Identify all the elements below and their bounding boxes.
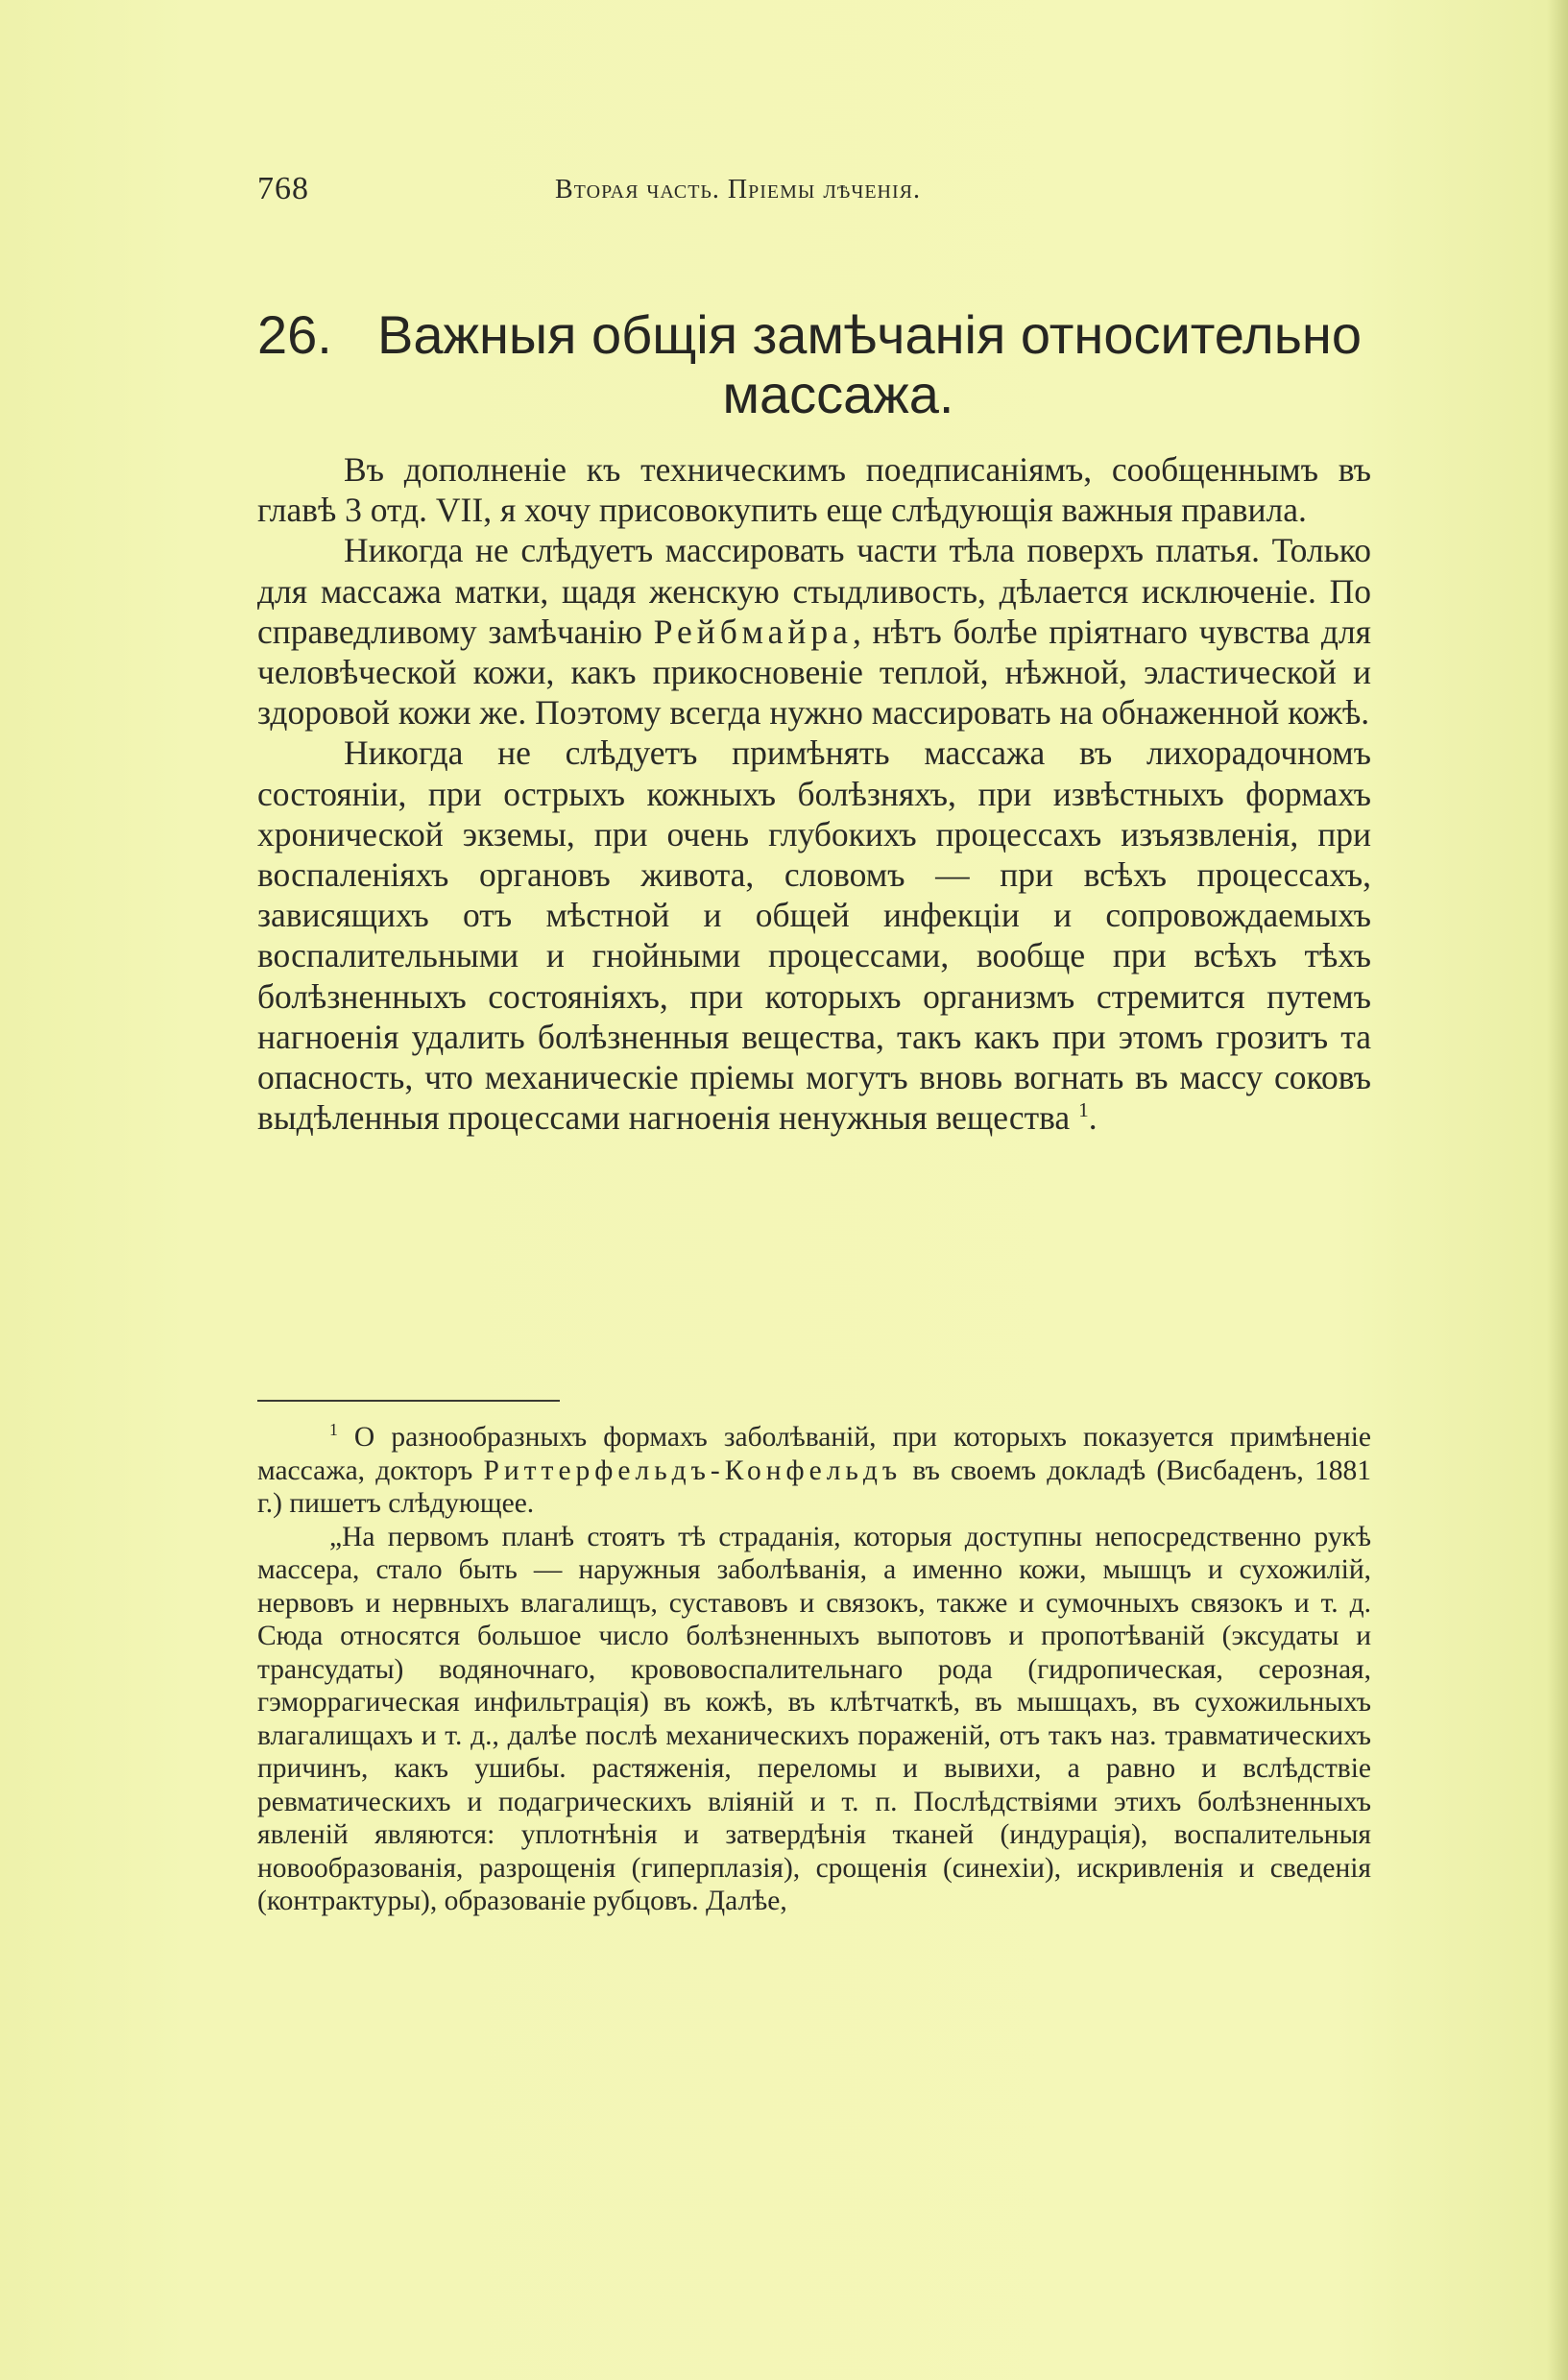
page-number: 768 [257,171,309,206]
chapter-title-line-1: Важныя общія замѣчанія относительно [377,304,1362,365]
paragraph-2 [257,530,1371,733]
chapter-title-line-2: массажа. [722,364,954,424]
footnote-marker: 1 [329,1420,338,1440]
paragraph-1 [257,449,1371,530]
page-header [257,171,1390,209]
author-name-ritterfeld: Риттерфельдъ-Конфельдъ [483,1454,903,1486]
paragraph-3 [257,733,1371,1138]
footnote-text: въ своемъ докладѣ (Висбаденъ, 1881 г.) пишетъ слѣдующее. [257,1454,1371,1519]
paragraph-text: Въ дополненіе къ техническимъ поедписаніямъ, сообщеннымъ въ главѣ 3 отд. VII, я хочу присовокупить еще слѣдующія важныя правила. [257,450,1371,530]
paragraph-text: Никогда не слѣдуетъ массировать части тѣла поверхъ платья. Только для массажа матки, щадя женскую стыдливость, дѣлается исключеніе. По справедливому замѣчанію [257,531,1371,651]
paragraph-text: . [1088,1098,1098,1138]
chapter-title [257,305,1381,424]
paragraph-text: Никогда не слѣдуетъ примѣнять массажа въ лихорадочномъ состояніи, при острыхъ кожныхъ болѣзняхъ, при извѣстныхъ формахъ хронической экземы, при очень глубокихъ процессахъ изъязвленія, при воспаленіяхъ органовъ живота, словомъ — при всѣхъ процессахъ, зависящихъ отъ мѣстной и общей инфекціи и сопровождаемыхъ воспалительными и гнойными процессами, вообще при всѣхъ тѣхъ болѣзненныхъ состояніяхъ, при которыхъ организмъ стремится путемъ нагноенія удалить болѣзненныя вещества, такъ какъ при этомъ грозитъ та опасность, что механическіе пріемы могутъ вновь вогнать въ массу соковъ выдѣленныя процессами нагноенія ненужныя вещества [257,733,1371,1138]
footnote-separator [257,1400,560,1402]
footnote-1 [257,1421,1371,1521]
footnote-reference[interactable]: 1 [1078,1098,1089,1122]
footnote-text: О разнообразныхъ формахъ заболѣваній, при которыхъ показуется примѣненіе массажа, докторъ [257,1422,1371,1486]
paragraph-text: , нѣтъ болѣе пріятнаго чувства для человѣческой кожи, какъ прикосновеніе теплой, нѣжной, эластической и здоровой кожи же. Поэтому всегда нужно массировать на обнаженной кожѣ. [257,612,1371,733]
chapter-number: 26. [257,304,332,365]
footnote-quote [257,1521,1371,1918]
body-text [257,449,1371,1138]
footnotes [257,1421,1371,1918]
page-edge-shadow [1547,0,1568,2380]
running-head: Вторая часть. Пріемы лѣченія. [555,175,921,204]
author-name-reibmayr: Рейбмайра [653,612,853,651]
footnote-text: „На первомъ планѣ стоятъ тѣ страданія, которыя доступны непосредственно рукѣ массера, стало быть — наружныя заболѣванія, а именно кожи, мышцъ и сухожилій, нервовъ и нервныхъ влагалищъ, суставовъ и связокъ, также и сумочныхъ связокъ и т. д. Сюда относятся большое число болѣзненныхъ выпотовъ и пропотѣваній (эксудаты и трансудаты) водяночнаго, крововоспалительнаго рода (гидропическая, серозная, гэморрагическая инфильтрація) въ кожѣ, въ клѣтчаткѣ, въ мышцахъ, въ сухожильныхъ влагалищахъ и т. д., далѣе послѣ механическихъ пораженій, отъ такъ наз. травматическихъ причинъ, какъ ушибы. растяженія, переломы и вывихи, а равно и вслѣдствіе ревматическихъ и подагрическихъ вліяній и т. п. Послѣдствіями этихъ болѣзненныхъ явленій являются: уплотнѣнія и затвердѣнія тканей (индурація), воспалительныя новообразованія, разрощенія (гиперплазія), срощенія (синехіи), искривленія и сведенія (контрактуры), образованіе рубцовъ. Далѣе, [257,1521,1371,1916]
